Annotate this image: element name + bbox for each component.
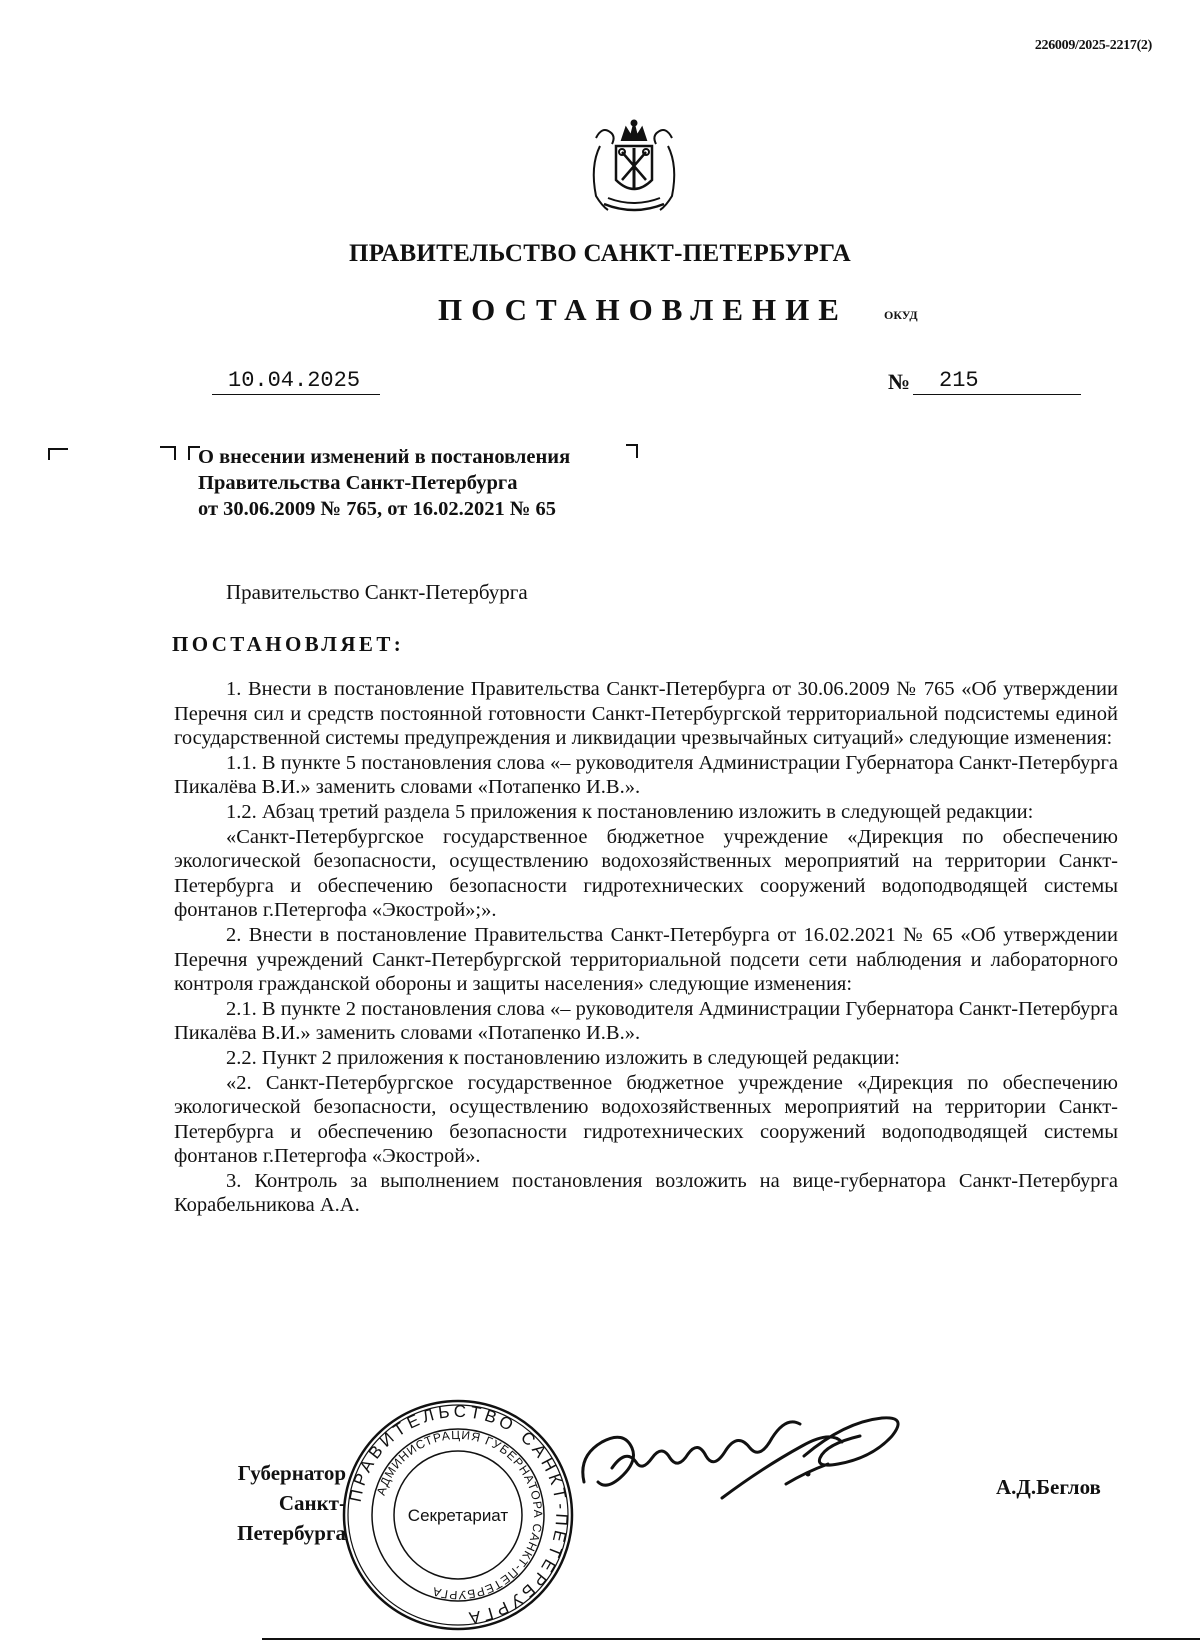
coat-of-arms-icon xyxy=(578,118,690,218)
paragraph: 3. Контроль за выполнением постановления возложить на вице-губернатора Санкт-Петербурга Корабельникова А.А. xyxy=(174,1169,1118,1217)
handwritten-signature-icon xyxy=(572,1412,920,1512)
paragraph: 2.1. В пункте 2 постановления слова «– руководителя Администрации Губернатора Санкт-Петербурга Пикалёва В.И.» заменить словами «Потапенко И.В.». xyxy=(174,997,1118,1045)
position-line: Санкт-Петербурга xyxy=(237,1491,346,1545)
number-sign: № xyxy=(888,369,911,394)
seal-outer-text: ПРАВИТЕЛЬСТВО САНКТ-ПЕТЕРБУРГА xyxy=(345,1401,572,1628)
corner-mark xyxy=(48,448,68,460)
official-seal-icon xyxy=(340,1397,576,1633)
authority-title: ПРАВИТЕЛЬСТВО САНКТ-ПЕТЕРБУРГА xyxy=(348,240,852,267)
issuer-line: Правительство Санкт-Петербурга xyxy=(226,580,528,604)
corner-mark xyxy=(626,444,638,458)
resolves-heading: ПОСТАНОВЛЯЕТ: xyxy=(172,632,405,656)
date-field xyxy=(212,368,380,395)
document-subject xyxy=(198,444,570,522)
document-type-heading: ПОСТАНОВЛЕНИЕ xyxy=(438,292,848,327)
paragraph: 2. Внести в постановление Правительства Санкт-Петербурга от 16.02.2021 № 65 «Об утверждении Перечня учреждений Санкт-Петербургской территориальной подсети сети наблюдения и лабораторного контроля гражданской обороны и защиты населения» следующие изменения: xyxy=(174,923,1118,996)
paragraph: 1. Внести в постановление Правительства Санкт-Петербурга от 30.06.2009 № 765 «Об утверждении Перечня сил и средств постоянной готовности Санкт-Петербургской территориальной подсистемы единой государственной системы предупреждения и ликвидации чрезвычайных ситуаций» следующие изменения: xyxy=(174,678,1118,750)
position-line: Губернатор xyxy=(237,1461,346,1485)
reference-number: 226009/2025-2217(2) xyxy=(1034,38,1152,53)
paragraph: «2. Санкт-Петербургское государственное бюджетное учреждение «Дирекция по обеспечению экологической безопасности, осуществлению водохозяйственных мероприятий на территории Санкт-Петербурга и обеспечению безопасности гидротехнических сооружений водоподводящей системы фонтанов г.Петергофа «Экострой». xyxy=(174,1071,1118,1168)
subject-line: О внесении изменений в постановления xyxy=(198,446,571,468)
number-field xyxy=(913,368,1081,395)
seal-inner-text: АДМИНИСТРАЦИЯ ГУБЕРНАТОРА САНКТ-ПЕТЕРБУРГА xyxy=(373,1427,546,1603)
subject-line: Правительства Санкт-Петербурга xyxy=(198,472,518,494)
document-date: 10.04.2025 xyxy=(228,368,361,393)
paragraph: 1.2. Абзац третий раздела 5 приложения к постановлению изложить в следующей редакции: xyxy=(226,800,1034,823)
corner-mark xyxy=(160,446,176,460)
subject-line: от 30.06.2009 № 765, от 16.02.2021 № 65 xyxy=(198,498,557,520)
paragraph: «Санкт-Петербургское государственное бюджетное учреждение «Дирекция по обеспечению экологической безопасности, осуществлению водохозяйственных мероприятий на территории Санкт-Петербурга и обеспечению безопасности гидротехнических сооружений водоподводящей системы фонтанов г.Петергофа «Экострой»;». xyxy=(174,825,1118,922)
paragraph: 1.1. В пункте 5 постановления слова «– руководителя Администрации Губернатора Санкт-Петербурга Пикалёва В.И.» заменить словами «Потапенко И.В.». xyxy=(174,751,1118,799)
paragraph: 2.2. Пункт 2 приложения к постановлению изложить в следующей редакции: xyxy=(226,1046,900,1069)
signer-name: А.Д.Беглов xyxy=(996,1475,1101,1499)
document-number: 215 xyxy=(939,368,979,393)
document-body xyxy=(174,677,1118,1218)
okud-label: ОКУД xyxy=(884,308,918,322)
seal-center-text: Секретариат xyxy=(407,1506,509,1525)
signatory-position xyxy=(172,1458,346,1548)
